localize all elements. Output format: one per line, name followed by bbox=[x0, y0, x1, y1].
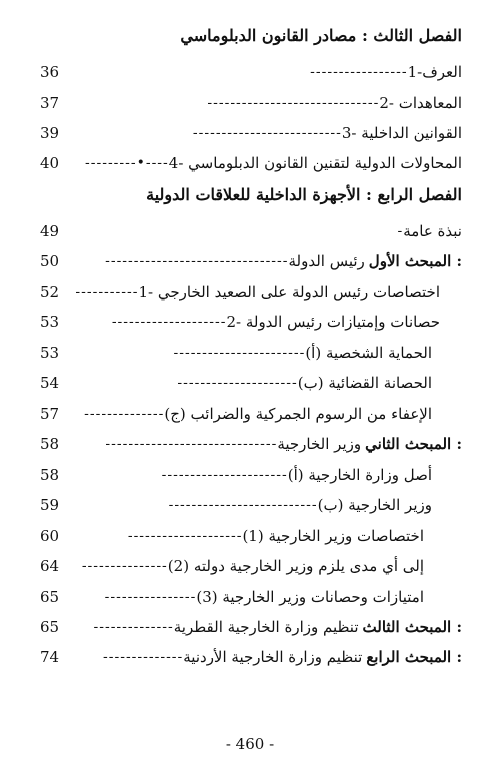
entry-title: نبذة عامة bbox=[403, 222, 462, 240]
entry-title: رئيس الدولة bbox=[288, 252, 365, 270]
entry-title: (3) امتيازات وحصانات وزير الخارجية bbox=[196, 588, 424, 606]
toc-entry bbox=[40, 372, 462, 394]
dot-leader: -------------- bbox=[103, 649, 184, 665]
entry-page-number: 53 bbox=[40, 313, 60, 331]
page-number: - 460 - bbox=[225, 735, 275, 753]
dot-leader: --------------- bbox=[81, 558, 168, 574]
entry-page-number: 49 bbox=[40, 222, 60, 240]
entry-title: 2- حصانات وإمتيازات رئيس الدولة bbox=[226, 313, 440, 331]
entry-page-number: 57 bbox=[40, 405, 60, 423]
entry-page-number: 36 bbox=[40, 63, 60, 81]
dot-leader: ---------•---- bbox=[85, 155, 169, 171]
dot-leader: -------------- bbox=[84, 406, 165, 422]
dot-leader: ----------------- bbox=[310, 64, 408, 80]
dot-leader: ----------- bbox=[75, 284, 139, 300]
entry-title: تنظيم وزارة الخارجية القطرية bbox=[173, 618, 359, 636]
dot-leader: ------------------------------ bbox=[207, 95, 380, 111]
toc-entry bbox=[40, 311, 462, 333]
toc-entry bbox=[40, 220, 462, 242]
toc-entry bbox=[40, 92, 462, 114]
entry-title: (أ) أصل وزارة الخارجية bbox=[287, 466, 432, 484]
toc-entry bbox=[40, 433, 462, 455]
entry-title: 4- المحاولات الدولية لتقنين القانون الدبلوماسي bbox=[168, 154, 462, 172]
entry-page-number: 50 bbox=[40, 252, 60, 270]
dot-leader: -------------------- bbox=[127, 528, 243, 544]
dot-leader: ---------------------- bbox=[161, 467, 288, 483]
toc-entry bbox=[40, 525, 462, 547]
section-prefix: المبحث الرابع : bbox=[366, 648, 462, 666]
toc-entry bbox=[40, 250, 462, 272]
toc-entry bbox=[40, 281, 462, 303]
entry-page-number: 37 bbox=[40, 94, 60, 112]
entry-page-number: 58 bbox=[40, 466, 60, 484]
entry-title: (1) اختصاصات وزير الخارجية bbox=[242, 527, 424, 545]
dot-leader: -------------------- bbox=[111, 314, 227, 330]
toc-entry bbox=[40, 464, 462, 486]
entry-title: (ب) الحصانة القضائية bbox=[297, 374, 432, 392]
dot-leader: ------------------------------ bbox=[105, 436, 278, 452]
dot-leader: -------------------------------- bbox=[105, 253, 289, 269]
entry-title: 3- القوانين الداخلية bbox=[341, 124, 462, 142]
entry-page-number: 64 bbox=[40, 557, 60, 575]
entry-title: 1- اختصاصات رئيس الدولة على الصعيد الخارجي bbox=[138, 283, 440, 301]
entry-page-number: 59 bbox=[40, 496, 60, 514]
entry-title: (أ) الحماية الشخصية bbox=[305, 344, 432, 362]
entry-page-number: 39 bbox=[40, 124, 60, 142]
entry-title: وزير الخارجية bbox=[277, 435, 362, 453]
entry-title: 1-العرف bbox=[407, 63, 462, 81]
toc-entry bbox=[40, 342, 462, 364]
dot-leader: - bbox=[397, 223, 404, 239]
dot-leader: -------------------------- bbox=[168, 497, 318, 513]
toc-entry bbox=[40, 152, 462, 174]
entry-title: (2) إلى أي مدى يلزم وزير الخارجية دولته bbox=[167, 557, 424, 575]
toc-entry bbox=[40, 586, 462, 608]
entry-page-number: 74 bbox=[40, 648, 60, 666]
toc-entry bbox=[40, 61, 462, 83]
section-prefix: المبحث الثاني : bbox=[365, 435, 462, 453]
entry-page-number: 53 bbox=[40, 344, 60, 362]
entry-page-number: 65 bbox=[40, 618, 60, 636]
entry-page-number: 40 bbox=[40, 154, 60, 172]
toc-entry bbox=[40, 555, 462, 577]
section-prefix: المبحث الثالث : bbox=[362, 618, 462, 636]
entry-page-number: 54 bbox=[40, 374, 60, 392]
dot-leader: --------------------- bbox=[177, 375, 298, 391]
toc-entry bbox=[40, 616, 462, 638]
entry-title: 2- المعاهدات bbox=[379, 94, 462, 112]
toc-entry bbox=[40, 403, 462, 425]
dot-leader: -------------------------- bbox=[192, 125, 342, 141]
chapter-four-heading: الفصل الرابع : الأجهزة الداخلية للعلاقات الدولية bbox=[146, 185, 462, 204]
entry-page-number: 65 bbox=[40, 588, 60, 606]
toc-entry bbox=[40, 122, 462, 144]
dot-leader: -------------- bbox=[93, 619, 174, 635]
entry-page-number: 52 bbox=[40, 283, 60, 301]
dot-leader: ----------------------- bbox=[173, 345, 306, 361]
entry-page-number: 58 bbox=[40, 435, 60, 453]
entry-title: (ج) الإعفاء من الرسوم الجمركية والضرائب bbox=[164, 405, 432, 423]
entry-title: تنظيم وزارة الخارجية الأردنية bbox=[183, 648, 363, 666]
toc-entry bbox=[40, 646, 462, 668]
toc-entry bbox=[40, 494, 462, 516]
section-prefix: المبحث الأول : bbox=[368, 252, 462, 270]
dot-leader: ---------------- bbox=[104, 589, 197, 605]
entry-title: (ب) وزير الخارجية bbox=[317, 496, 432, 514]
chapter-three-heading: الفصل الثالث : مصادر القانون الدبلوماسي bbox=[180, 26, 462, 45]
entry-page-number: 60 bbox=[40, 527, 60, 545]
